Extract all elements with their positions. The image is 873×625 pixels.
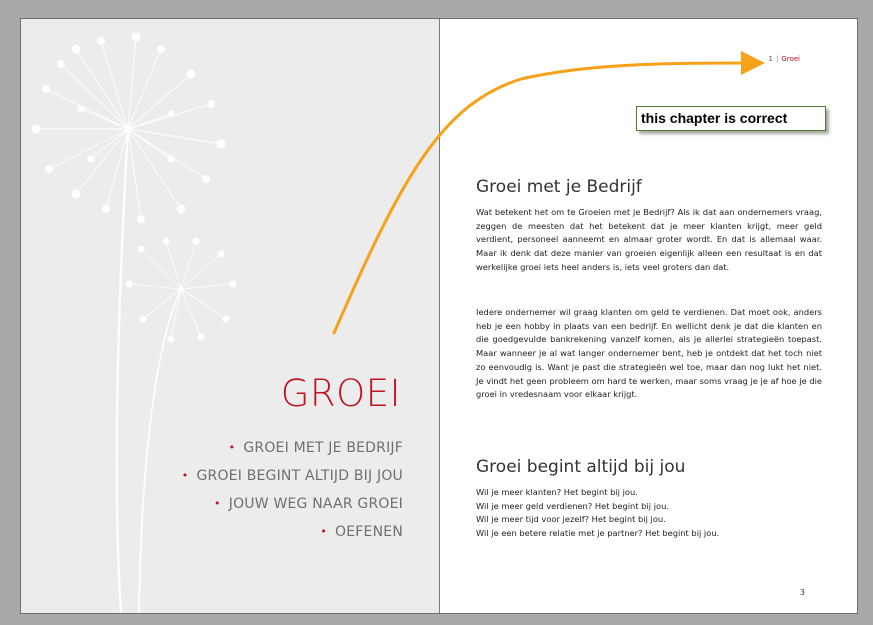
running-header-page: 1 [768, 55, 773, 63]
toc-item-label: GROEI MET JE BEDRIJF [243, 440, 403, 456]
page-number: 3 [799, 588, 805, 597]
table-of-contents [182, 438, 403, 550]
toc-bullet-icon: • [228, 441, 236, 454]
document-spread [20, 18, 858, 614]
left-page [21, 19, 440, 613]
toc-item-label: GROEI BEGINT ALTIJD BIJ JOU [196, 468, 403, 484]
list-item: Wil je meer geld verdienen? Het begint bij jou. [476, 500, 669, 511]
annotation-callout: this chapter is correct [636, 106, 826, 131]
right-page [440, 19, 857, 613]
section1-paragraph-1: Wat betekent het om te Groeien met je Bedrijf? Als ik dat aan ondernemers vraag, zeggen de meesten dat het betekent dat je meer klanten krijgt, meer geld verdient, personeel aanneemt en almaar groter wordt. En dat is allemaal waar. Maar ik denk dat deze manier van groeien eigenlijk alleen een resultaat is en dat werkelijke groei iets heel anders is, iets veel groters dan dat. [476, 207, 822, 272]
chapter-title: GROEI [280, 372, 401, 415]
section-heading-groei-met-je-bedrijf: Groei met je Bedrijf [476, 177, 642, 197]
section1-paragraph-2: Iedere ondernemer wil graag klanten om geld te verdienen. Dat moet ook, anders heb je een hobby in plaats van een bedrijf. En wellicht denk je dat die klanten en die goedgevulde bankrekening vanzelf komen, als je allerlei strategieën toepast. Maar wanneer je al wat langer ondernemer bent, heb je ontdekt dat het toch niet zo eenvoudig is. Want je past die strategieën wel toe, maar dan nog lukt het niet. Je vindt het geen probleem om hard te werken, maar soms vraag je je af hoe je die groei in vredesnaam voor elkaar krijgt. [476, 307, 822, 400]
list-item: Wil je meer tijd voor jezelf? Het begint bij jou. [476, 514, 666, 525]
toc-item-label: JOUW WEG NAAR GROEI [228, 496, 403, 512]
running-header-separator: | [775, 55, 779, 63]
toc-item[interactable] [182, 466, 403, 494]
toc-bullet-icon: • [214, 497, 221, 510]
section2-lines [476, 486, 822, 540]
toc-item[interactable] [182, 522, 403, 550]
toc-bullet-icon: • [320, 525, 328, 538]
toc-bullet-icon: • [181, 469, 189, 482]
toc-item[interactable] [182, 494, 403, 522]
running-header [768, 55, 800, 63]
toc-item[interactable] [182, 438, 403, 466]
section-heading-groei-begint-altijd-bij-jou: Groei begint altijd bij jou [476, 457, 686, 477]
running-header-chapter: Groei [781, 55, 800, 63]
list-item: Wil je meer klanten? Het begint bij jou. [476, 487, 638, 497]
toc-item-label: OEFENEN [335, 524, 403, 540]
list-item: Wil je een betere relatie met je partner? Het begint bij jou. [476, 527, 720, 538]
